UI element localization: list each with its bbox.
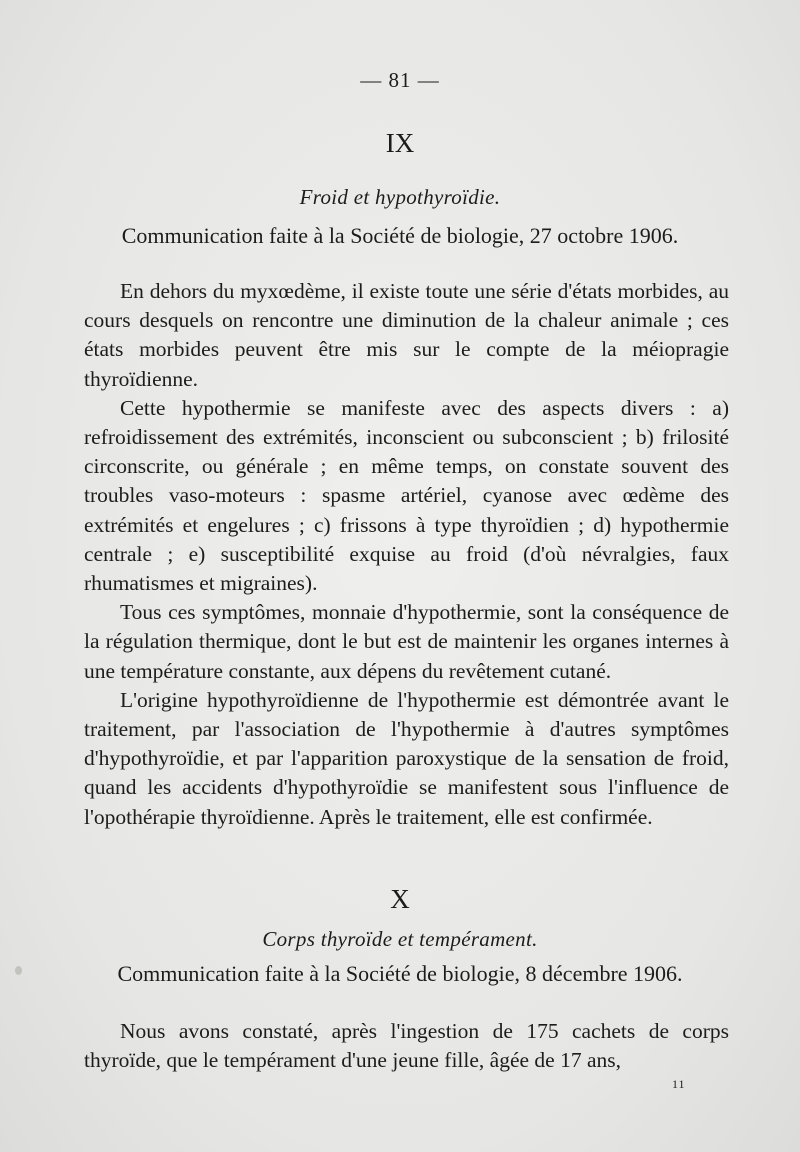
printer-signature-mark: 11 — [672, 1077, 686, 1091]
paragraph: En dehors du myxœdème, il existe toute une série d'états morbides, au cours desquels on rencontre une diminution de la chaleur animale ; ces états morbides peuvent être mis sur le compte de la méiopragie thyroïdienne. — [84, 279, 729, 391]
section-ix-numeral: IX — [385, 128, 415, 158]
page-number: — 81 — — [360, 68, 440, 92]
section-ix-title: Froid et hypothyroïdie. — [299, 185, 501, 209]
paragraph: Nous avons constaté, après l'ingestion de 175 cachets de corps thyroïde, que le tempérament d'une jeune fille, âgée de 17 ans, — [84, 1019, 729, 1073]
section-ix-body — [84, 277, 729, 832]
section-x-title: Corps thyroïde et tempérament. — [262, 927, 538, 951]
paragraph: L'origine hypothyroïdienne de l'hypothermie est démontrée avant le traitement, par l'association de l'hypothermie à d'autres symptômes d'hypothyroïdie, et par l'apparition paroxystique de la sensation de froid, quand les accidents d'hypothyroïdie se manifestent sous l'influence de l'opothérapie thyroïdienne. Après le traitement, elle est confirmée. — [84, 687, 729, 829]
section-ix-communication: Communication faite à la Société de biologie, 27 octobre 1906. — [121, 223, 679, 248]
paragraph: Tous ces symptômes, monnaie d'hypothermie, sont la conséquence de la régulation thermique, dont le but est de maintenir les organes internes à une température constante, aux dépens du revêtement cutané. — [84, 600, 729, 683]
section-x-communication: Communication faite à la Société de biologie, 8 décembre 1906. — [117, 961, 683, 986]
paragraph: Cette hypothermie se manifeste avec des aspects divers : a) refroidissement des extrémités, inconscient ou subconscient ; b) frilosité circonscrite, ou générale ; en même temps, on constate souvent des troubles vaso-moteurs : spasme artériel, cyanose avec œdème des extrémités et engelures ; c) frissons à type thyroïdien ; d) hypothermie centrale ; e) susceptibilité exquise au froid (d'où névralgies, faux rhumatismes et migraines). — [84, 395, 729, 596]
section-x-numeral: X — [390, 884, 410, 914]
section-x-body — [84, 1017, 729, 1075]
